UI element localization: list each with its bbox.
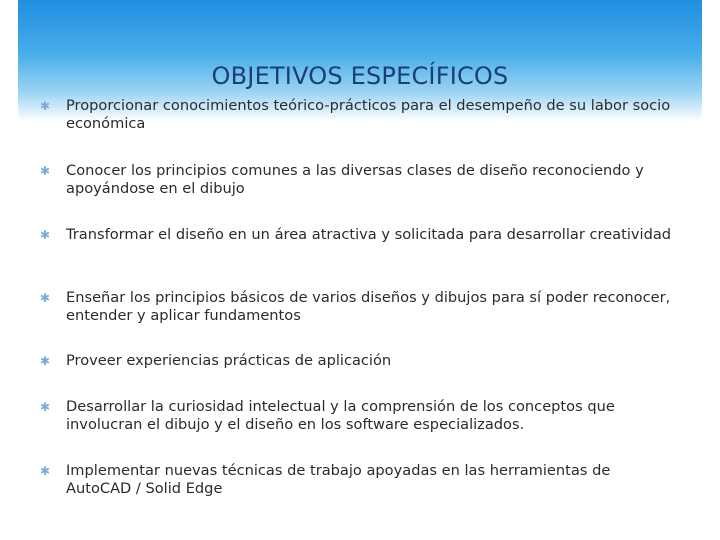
asterisk-icon: ✱ — [40, 99, 51, 113]
bullet-text: Desarrollar la curiosidad intelectual y la comprensión de los conceptos que involucran el dibujo y el diseño en los software especializados. — [66, 398, 615, 433]
bullet-text: Conocer los principios comunes a las diversas clases de diseño reconociendo y apoyándose en el dibujo — [66, 162, 644, 197]
asterisk-icon: ✱ — [40, 164, 51, 178]
bullet-item — [40, 289, 680, 325]
bullet-text: Proveer experiencias prácticas de aplicación — [66, 352, 392, 369]
asterisk-icon: ✱ — [40, 291, 51, 305]
slide-title: OBJETIVOS ESPECÍFICOS — [211, 62, 509, 90]
bullet-item — [40, 226, 680, 244]
bullet-text: Implementar nuevas técnicas de trabajo apoyadas en las herramientas de AutoCAD / Solid Edge — [66, 462, 611, 497]
bullet-item — [40, 97, 680, 133]
asterisk-icon: ✱ — [40, 400, 51, 414]
bullet-item — [40, 162, 680, 198]
bullet-item — [40, 398, 680, 434]
asterisk-icon: ✱ — [40, 354, 51, 368]
asterisk-icon: ✱ — [40, 228, 51, 242]
bullet-item — [40, 352, 680, 370]
asterisk-icon: ✱ — [40, 464, 51, 478]
bullet-text: Transformar el diseño en un área atractiva y solicitada para desarrollar creatividad — [66, 226, 672, 243]
bullet-text: Enseñar los principios básicos de varios diseños y dibujos para sí poder reconocer, entender y aplicar fundamentos — [66, 289, 671, 324]
bullet-text: Proporcionar conocimientos teórico-prácticos para el desempeño de su labor socio económica — [66, 97, 671, 132]
bullet-item — [40, 462, 680, 498]
